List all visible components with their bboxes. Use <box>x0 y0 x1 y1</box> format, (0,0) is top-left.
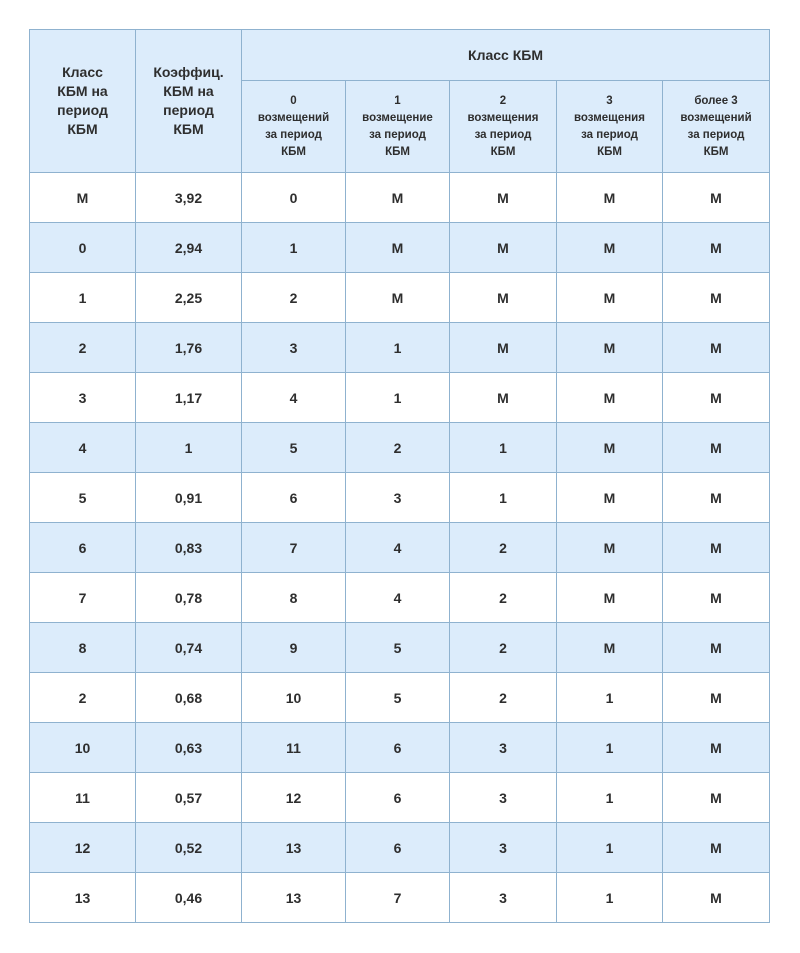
cell-2-claims: М <box>450 173 557 223</box>
cell-coefficient: 1,76 <box>136 323 242 373</box>
cell-0-claims: 10 <box>242 673 346 723</box>
cell-kbm-class: 6 <box>30 523 136 573</box>
cell-1-claim: 7 <box>346 873 450 923</box>
cell-0-claims: 1 <box>242 223 346 273</box>
cell-1-claim: 1 <box>346 373 450 423</box>
cell-more-than-3-claims: М <box>663 573 770 623</box>
cell-coefficient: 0,57 <box>136 773 242 823</box>
cell-kbm-class: 13 <box>30 873 136 923</box>
cell-coefficient: 0,83 <box>136 523 242 573</box>
cell-3-claims: 1 <box>557 723 663 773</box>
table-row <box>30 173 770 223</box>
header-kbm-coefficient: Коэффиц. КБМ на период КБМ <box>136 30 242 173</box>
cell-2-claims: 3 <box>450 823 557 873</box>
table-row <box>30 373 770 423</box>
cell-coefficient: 0,46 <box>136 873 242 923</box>
cell-kbm-class: 11 <box>30 773 136 823</box>
kbm-table <box>29 29 770 923</box>
cell-0-claims: 8 <box>242 573 346 623</box>
cell-1-claim: 6 <box>346 823 450 873</box>
table-body <box>30 173 770 923</box>
cell-coefficient: 0,52 <box>136 823 242 873</box>
table-row <box>30 623 770 673</box>
cell-2-claims: 2 <box>450 623 557 673</box>
cell-more-than-3-claims: М <box>663 673 770 723</box>
cell-0-claims: 3 <box>242 323 346 373</box>
header-0-claims: 0 возмещений за период КБМ <box>242 81 346 173</box>
cell-2-claims: М <box>450 223 557 273</box>
cell-more-than-3-claims: М <box>663 623 770 673</box>
cell-2-claims: М <box>450 373 557 423</box>
cell-0-claims: 12 <box>242 773 346 823</box>
cell-0-claims: 4 <box>242 373 346 423</box>
cell-more-than-3-claims: М <box>663 173 770 223</box>
cell-1-claim: 6 <box>346 723 450 773</box>
cell-2-claims: 1 <box>450 473 557 523</box>
cell-0-claims: 13 <box>242 873 346 923</box>
cell-2-claims: 2 <box>450 673 557 723</box>
header-more-than-3-claims: более 3 возмещений за период КБМ <box>663 81 770 173</box>
cell-3-claims: 1 <box>557 873 663 923</box>
table-row <box>30 323 770 373</box>
cell-2-claims: 3 <box>450 723 557 773</box>
cell-kbm-class: 3 <box>30 373 136 423</box>
header-kbm-class-group: Класс КБМ <box>242 30 770 81</box>
cell-more-than-3-claims: М <box>663 223 770 273</box>
cell-more-than-3-claims: М <box>663 273 770 323</box>
cell-2-claims: 3 <box>450 873 557 923</box>
header-kbm-class: Класс КБМ на период КБМ <box>30 30 136 173</box>
cell-kbm-class: М <box>30 173 136 223</box>
cell-coefficient: 0,91 <box>136 473 242 523</box>
cell-3-claims: М <box>557 473 663 523</box>
table-row <box>30 223 770 273</box>
cell-more-than-3-claims: М <box>663 523 770 573</box>
cell-0-claims: 6 <box>242 473 346 523</box>
cell-3-claims: М <box>557 423 663 473</box>
cell-1-claim: 6 <box>346 773 450 823</box>
cell-kbm-class: 0 <box>30 223 136 273</box>
header-1-claim: 1 возмещение за период КБМ <box>346 81 450 173</box>
cell-3-claims: 1 <box>557 823 663 873</box>
cell-1-claim: 5 <box>346 673 450 723</box>
cell-1-claim: М <box>346 273 450 323</box>
header-3-claims: 3 возмещения за период КБМ <box>557 81 663 173</box>
cell-more-than-3-claims: М <box>663 723 770 773</box>
table-row <box>30 473 770 523</box>
cell-more-than-3-claims: М <box>663 323 770 373</box>
table-row <box>30 773 770 823</box>
cell-3-claims: 1 <box>557 773 663 823</box>
cell-coefficient: 1,17 <box>136 373 242 423</box>
table-row <box>30 273 770 323</box>
cell-more-than-3-claims: М <box>663 823 770 873</box>
cell-2-claims: 2 <box>450 523 557 573</box>
cell-kbm-class: 12 <box>30 823 136 873</box>
header-2-claims: 2 возмещения за период КБМ <box>450 81 557 173</box>
cell-0-claims: 5 <box>242 423 346 473</box>
cell-kbm-class: 1 <box>30 273 136 323</box>
cell-3-claims: М <box>557 273 663 323</box>
cell-coefficient: 0,63 <box>136 723 242 773</box>
cell-0-claims: 0 <box>242 173 346 223</box>
cell-3-claims: М <box>557 173 663 223</box>
cell-kbm-class: 2 <box>30 673 136 723</box>
table-header <box>30 30 770 173</box>
cell-0-claims: 9 <box>242 623 346 673</box>
cell-kbm-class: 7 <box>30 573 136 623</box>
table-row <box>30 423 770 473</box>
cell-3-claims: 1 <box>557 673 663 723</box>
cell-1-claim: 1 <box>346 323 450 373</box>
cell-kbm-class: 5 <box>30 473 136 523</box>
cell-coefficient: 2,25 <box>136 273 242 323</box>
cell-more-than-3-claims: М <box>663 473 770 523</box>
cell-more-than-3-claims: М <box>663 873 770 923</box>
cell-more-than-3-claims: М <box>663 423 770 473</box>
cell-3-claims: М <box>557 223 663 273</box>
table-row <box>30 823 770 873</box>
cell-3-claims: М <box>557 373 663 423</box>
cell-kbm-class: 8 <box>30 623 136 673</box>
cell-3-claims: М <box>557 323 663 373</box>
cell-1-claim: 5 <box>346 623 450 673</box>
cell-coefficient: 0,68 <box>136 673 242 723</box>
cell-3-claims: М <box>557 573 663 623</box>
cell-coefficient: 0,74 <box>136 623 242 673</box>
cell-1-claim: 2 <box>346 423 450 473</box>
cell-2-claims: 3 <box>450 773 557 823</box>
cell-more-than-3-claims: М <box>663 773 770 823</box>
cell-kbm-class: 10 <box>30 723 136 773</box>
cell-0-claims: 11 <box>242 723 346 773</box>
table-row <box>30 573 770 623</box>
cell-more-than-3-claims: М <box>663 373 770 423</box>
cell-coefficient: 2,94 <box>136 223 242 273</box>
table-row <box>30 873 770 923</box>
cell-0-claims: 7 <box>242 523 346 573</box>
cell-kbm-class: 2 <box>30 323 136 373</box>
table-row <box>30 673 770 723</box>
table-row <box>30 523 770 573</box>
cell-coefficient: 3,92 <box>136 173 242 223</box>
cell-3-claims: М <box>557 623 663 673</box>
cell-2-claims: 2 <box>450 573 557 623</box>
cell-1-claim: 3 <box>346 473 450 523</box>
cell-2-claims: М <box>450 273 557 323</box>
cell-2-claims: М <box>450 323 557 373</box>
cell-0-claims: 2 <box>242 273 346 323</box>
cell-1-claim: 4 <box>346 573 450 623</box>
cell-0-claims: 13 <box>242 823 346 873</box>
cell-3-claims: М <box>557 523 663 573</box>
table-row <box>30 723 770 773</box>
cell-1-claim: 4 <box>346 523 450 573</box>
cell-coefficient: 1 <box>136 423 242 473</box>
cell-kbm-class: 4 <box>30 423 136 473</box>
cell-1-claim: М <box>346 223 450 273</box>
cell-coefficient: 0,78 <box>136 573 242 623</box>
cell-1-claim: М <box>346 173 450 223</box>
cell-2-claims: 1 <box>450 423 557 473</box>
